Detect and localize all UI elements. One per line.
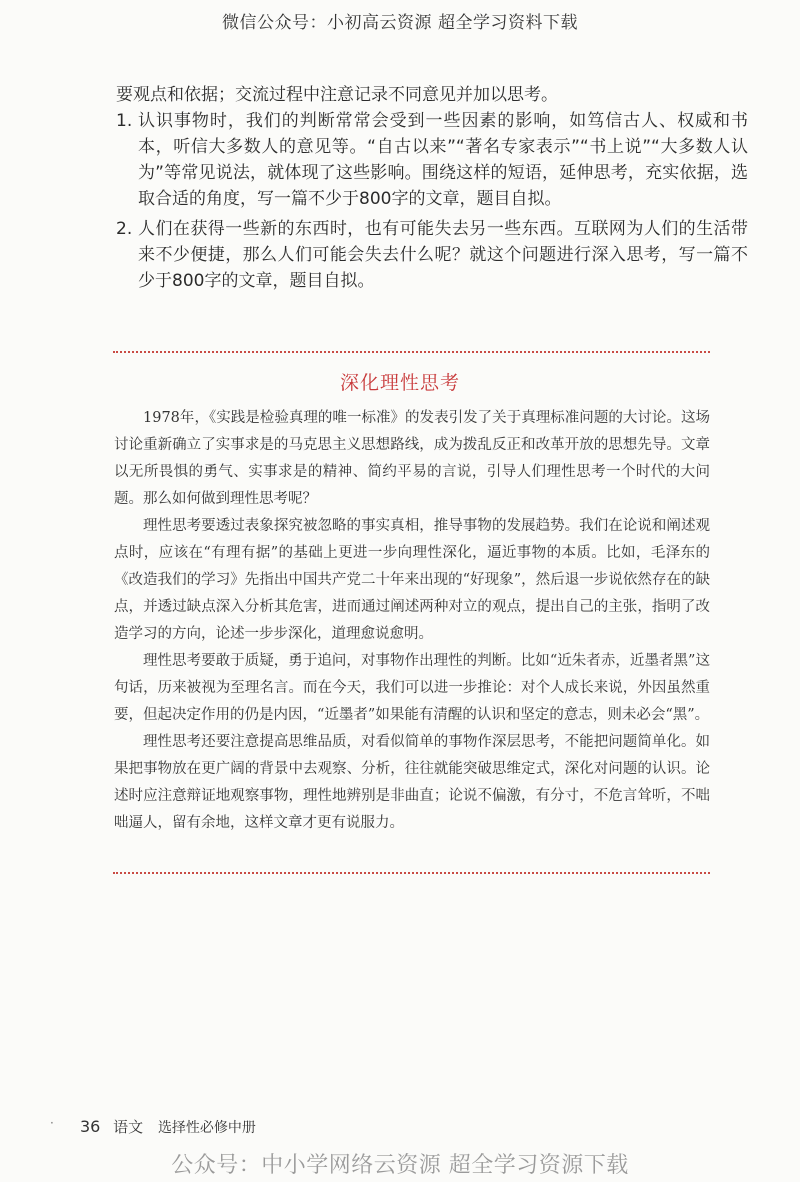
- margin-mark: ·: [50, 1116, 54, 1130]
- section-title: 深化理性思考: [339, 372, 460, 394]
- footer-subject: 语文: [113, 1118, 144, 1136]
- footer-watermark: 公众号：中小学网络云资源 超全学习资源下载: [171, 1153, 629, 1178]
- section-divider-top: [113, 351, 710, 353]
- writing-topic-list: [116, 108, 748, 298]
- page-footer: [80, 1116, 256, 1137]
- body-paragraph: 1978年，《实践是检验真理的唯一标准》的发表引发了关于真理标准问题的大讨论。这场讨论重新确立了实事求是的马克思主义思想路线，成为拨乱反正和改革开放的思想先导。文章以无所畏惧的勇气、实事求是的精神、简约平易的言说，引导人们理性思考一个时代的大问题。那么如何做到理性思考呢？: [114, 410, 710, 507]
- section-body: [114, 405, 710, 837]
- intro-line: 要观点和依据；交流过程中注意记录不同意见并加以思考。: [116, 85, 558, 105]
- page-number: 36: [80, 1117, 101, 1136]
- body-paragraph: 理性思考要透过表象探究被忽略的事实真相，推导事物的发展趋势。我们在论说和阐述观点时，应该在“有理有据”的基础上更进一步向理性深化，逼近事物的本质。比如，毛泽东的《改造我们的学习》先指出中国共产党二十年来出现的“好现象”，然后退一步说依然存在的缺点，并透过缺点深入分析其危害，进而通过阐述两种对立的观点，提出自己的主张，指明了改造学习的方向，论述一步步深化，道理愈说愈明。: [114, 518, 710, 642]
- body-paragraph: 理性思考要敢于质疑，勇于追问，对事物作出理性的判断。比如“近朱者赤，近墨者黑”这句话，历来被视为至理名言。而在今天，我们可以进一步推论：对个人成长来说，外因虽然重要，但起决定作用的仍是内因，“近墨者”如果能有清醒的认识和坚定的意志，则未必会“黑”。: [114, 653, 710, 723]
- topic-text: 人们在获得一些新的东西时，也有可能失去另一些东西。互联网为人们的生活带来不少便捷，那么人们可能会失去什么呢？就这个问题进行深入思考，写一篇不少于800字的文章，题目自拟。: [138, 219, 748, 291]
- topic-text: 认识事物时，我们的判断常常会受到一些因素的影响，如笃信古人、权威和书本，听信大多数人的意见等。“自古以来”“著名专家表示”“书上说”“大多数人认为”等常见说法，就体现了这些影响。围绕这样的短语，延伸思考，充实依据，选取合适的角度，写一篇不少于800字的文章，题目自拟。: [138, 111, 748, 209]
- header-watermark: 微信公众号：小初高云资源 超全学习资料下载: [222, 13, 578, 33]
- writing-topic-2: [116, 216, 748, 294]
- body-paragraph: 理性思考还要注意提高思维品质，对看似简单的事物作深层思考，不能把问题简单化。如果把事物放在更广阔的背景中去观察、分析，往往就能突破思维定式，深化对问题的认识。论述时应注意辩证地观察事物，理性地辨别是非曲直；论说不偏激，有分寸，不危言耸听，不咄咄逼人，留有余地，这样文章才更有说服力。: [114, 734, 710, 831]
- footer-book-title: 选择性必修中册: [157, 1120, 256, 1136]
- topic-number: 1.: [116, 111, 133, 131]
- writing-topic-1: [116, 108, 748, 212]
- topic-number: 2.: [116, 219, 133, 239]
- section-divider-bottom: [113, 872, 710, 874]
